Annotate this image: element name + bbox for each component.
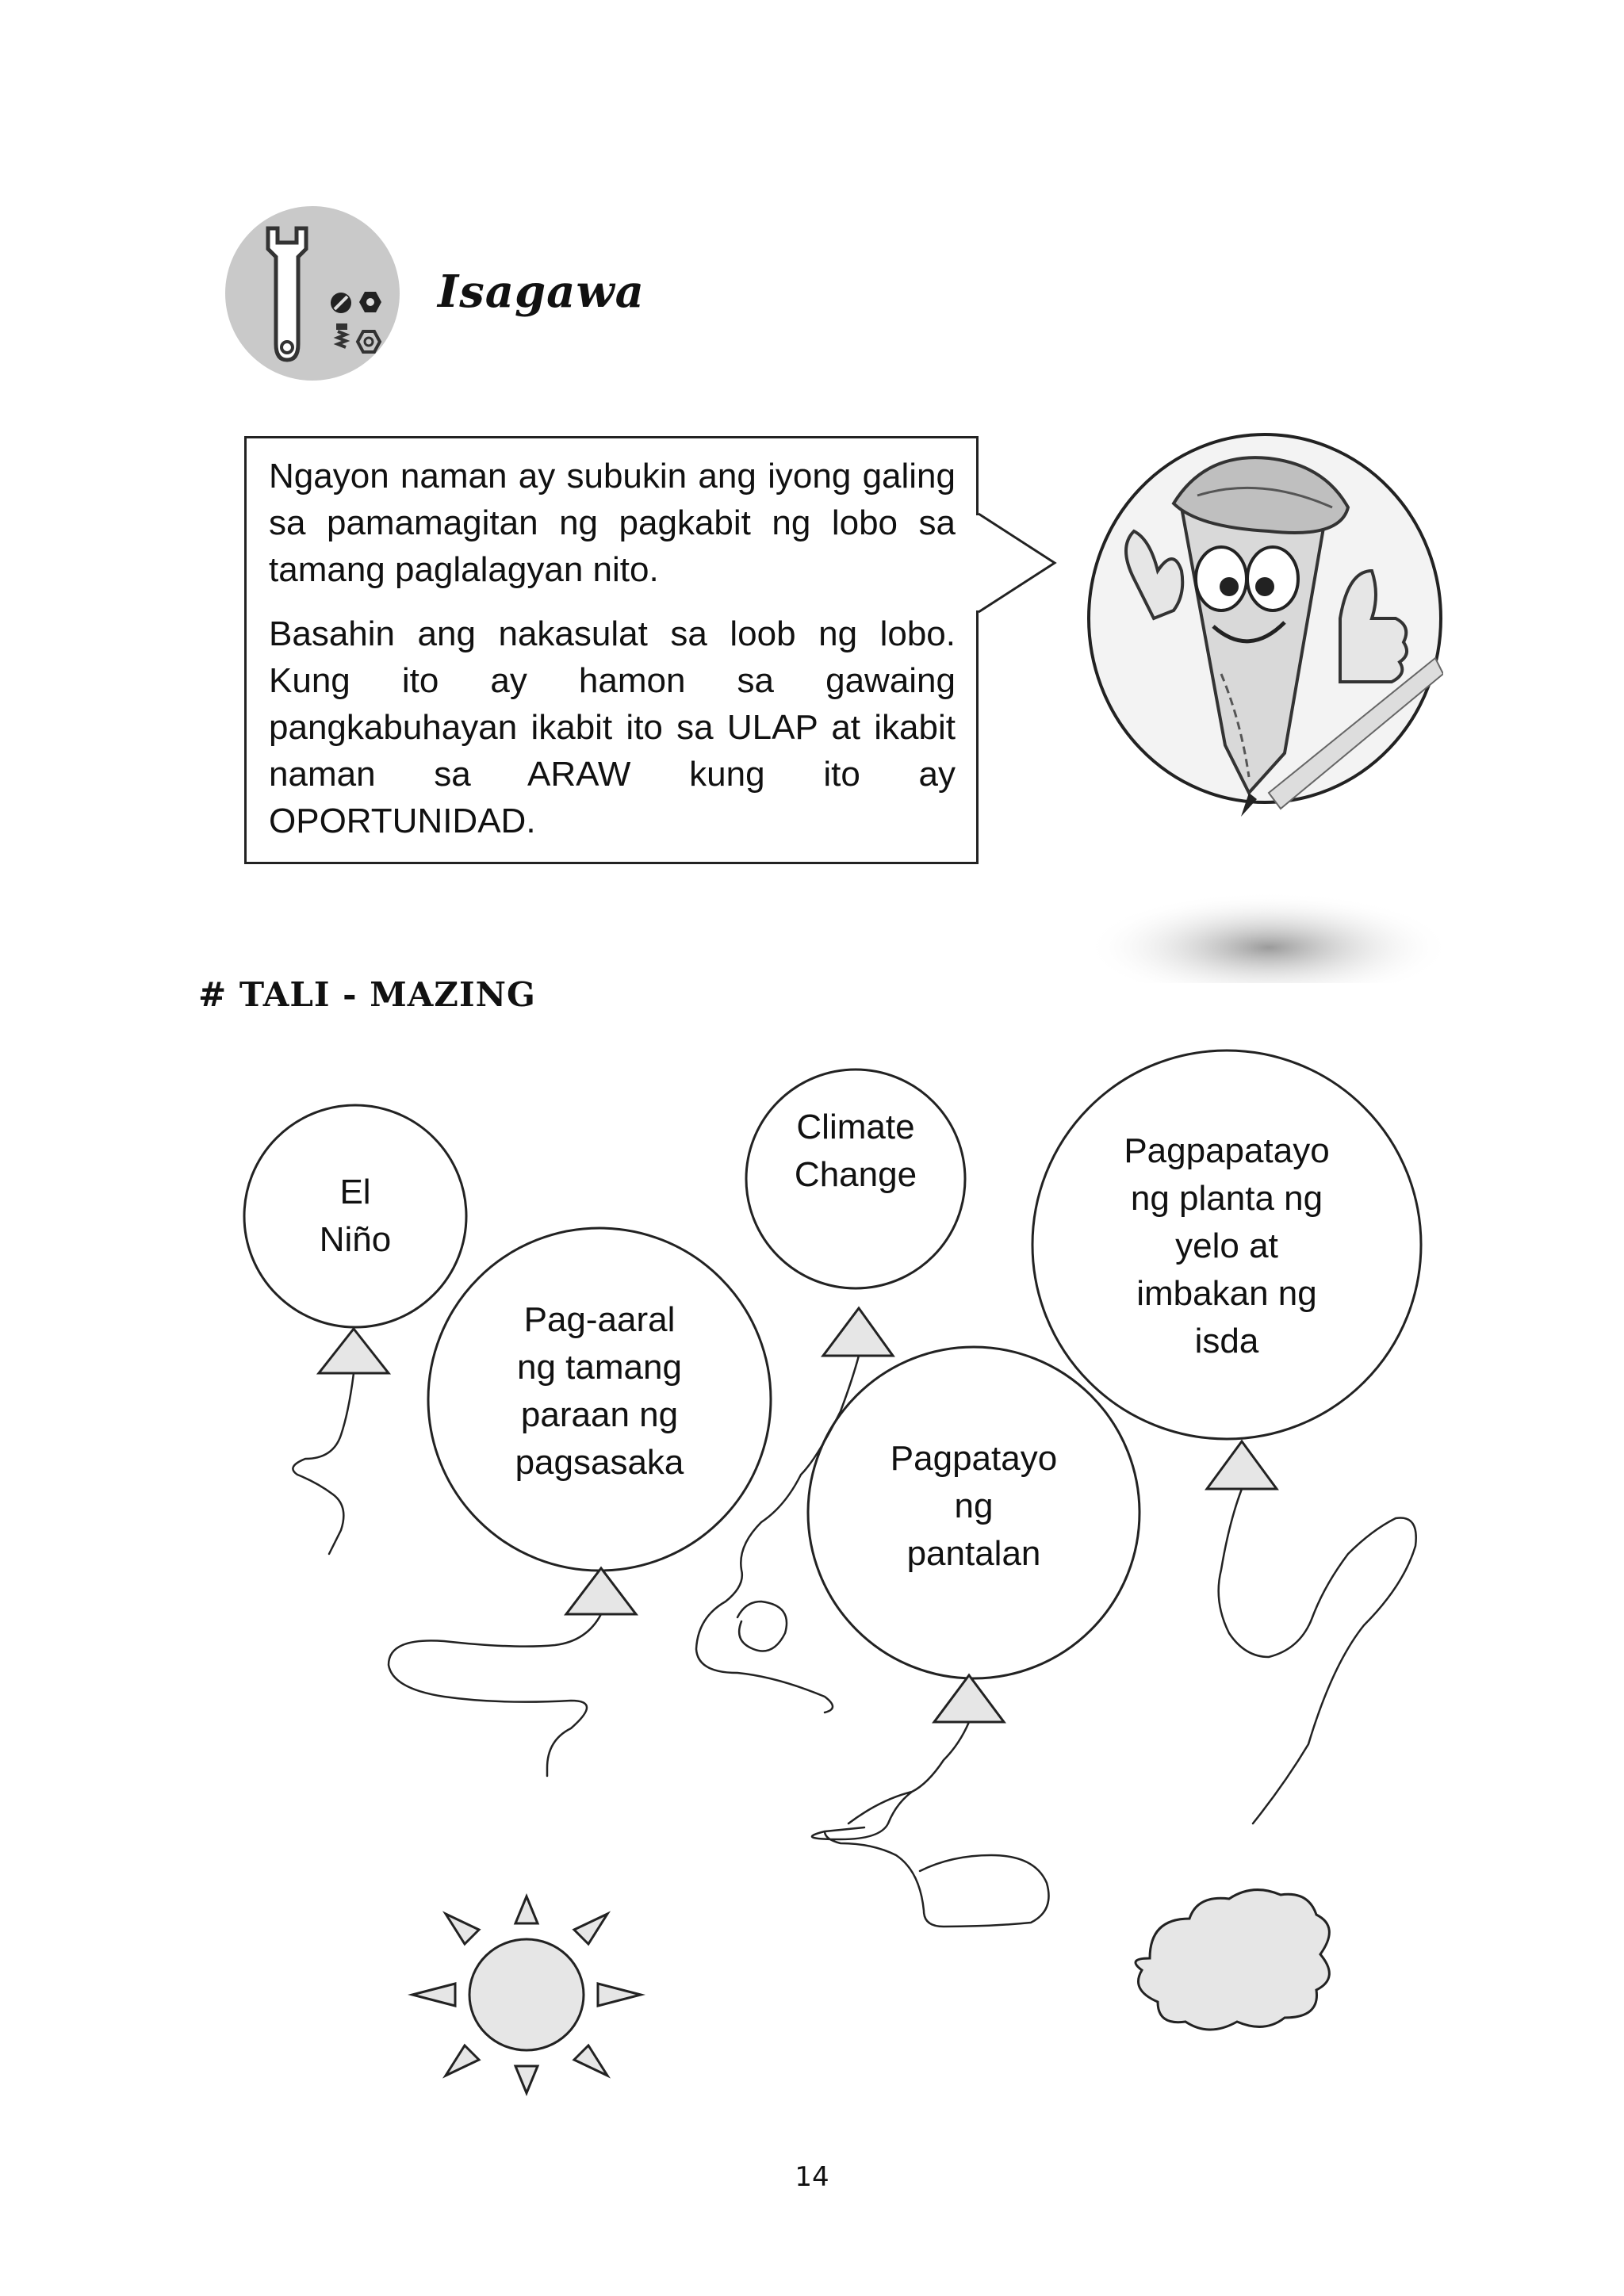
page-number: 14 (795, 2161, 829, 2193)
balloon-knot (934, 1675, 1004, 1722)
instruction-speech-box (244, 436, 979, 864)
wrench-and-bolts-icon (224, 205, 401, 382)
balloon-activity (0, 1031, 1624, 2141)
balloon-knot (1207, 1441, 1277, 1489)
section-title: Isagawa (438, 266, 645, 318)
balloon-label-planta-yelo: Pagpapatayo ng planta ng yelo at imbakan ng isda (1124, 1131, 1330, 1360)
cloud-icon (1136, 1890, 1329, 2030)
balloon-knot (319, 1329, 389, 1373)
balloon-label-pag-aaral: Pag-aaral ng tamang paraan ng pagsasaka (515, 1300, 684, 1482)
instruction-paragraph: Ngayon naman ay subukin ang iyong galing sa pamamagitan ng pagkabit ng lobo sa tamang paglalagyan nito. (269, 457, 956, 589)
balloon-label-climate-change: Climate Change (794, 1108, 917, 1194)
balloon-string (293, 1373, 354, 1554)
balloon-label-pagpatayo-pantalan: Pagpatayo ng pantalan (890, 1439, 1058, 1573)
pencil-mascot-icon (1086, 420, 1443, 983)
balloon-string (389, 1614, 601, 1776)
activity-title: # TALI - MAZING (198, 975, 536, 1014)
speech-pointer (972, 499, 1059, 626)
balloon-string (812, 1722, 1049, 1927)
sun-icon (412, 1896, 641, 2093)
balloon-string (1219, 1489, 1416, 1823)
balloon-knot (566, 1568, 636, 1614)
balloon-label-el-nino: El Niño (319, 1173, 392, 1259)
balloon-knot (823, 1308, 893, 1356)
instruction-paragraph: Basahin ang nakasulat sa loob ng lobo. Kung ito ay hamon sa gawaing pangkabuhayan ikabit ito sa ULAP at ikabit naman sa ARAW kung ito ay OPORTUNIDAD. (269, 614, 956, 840)
